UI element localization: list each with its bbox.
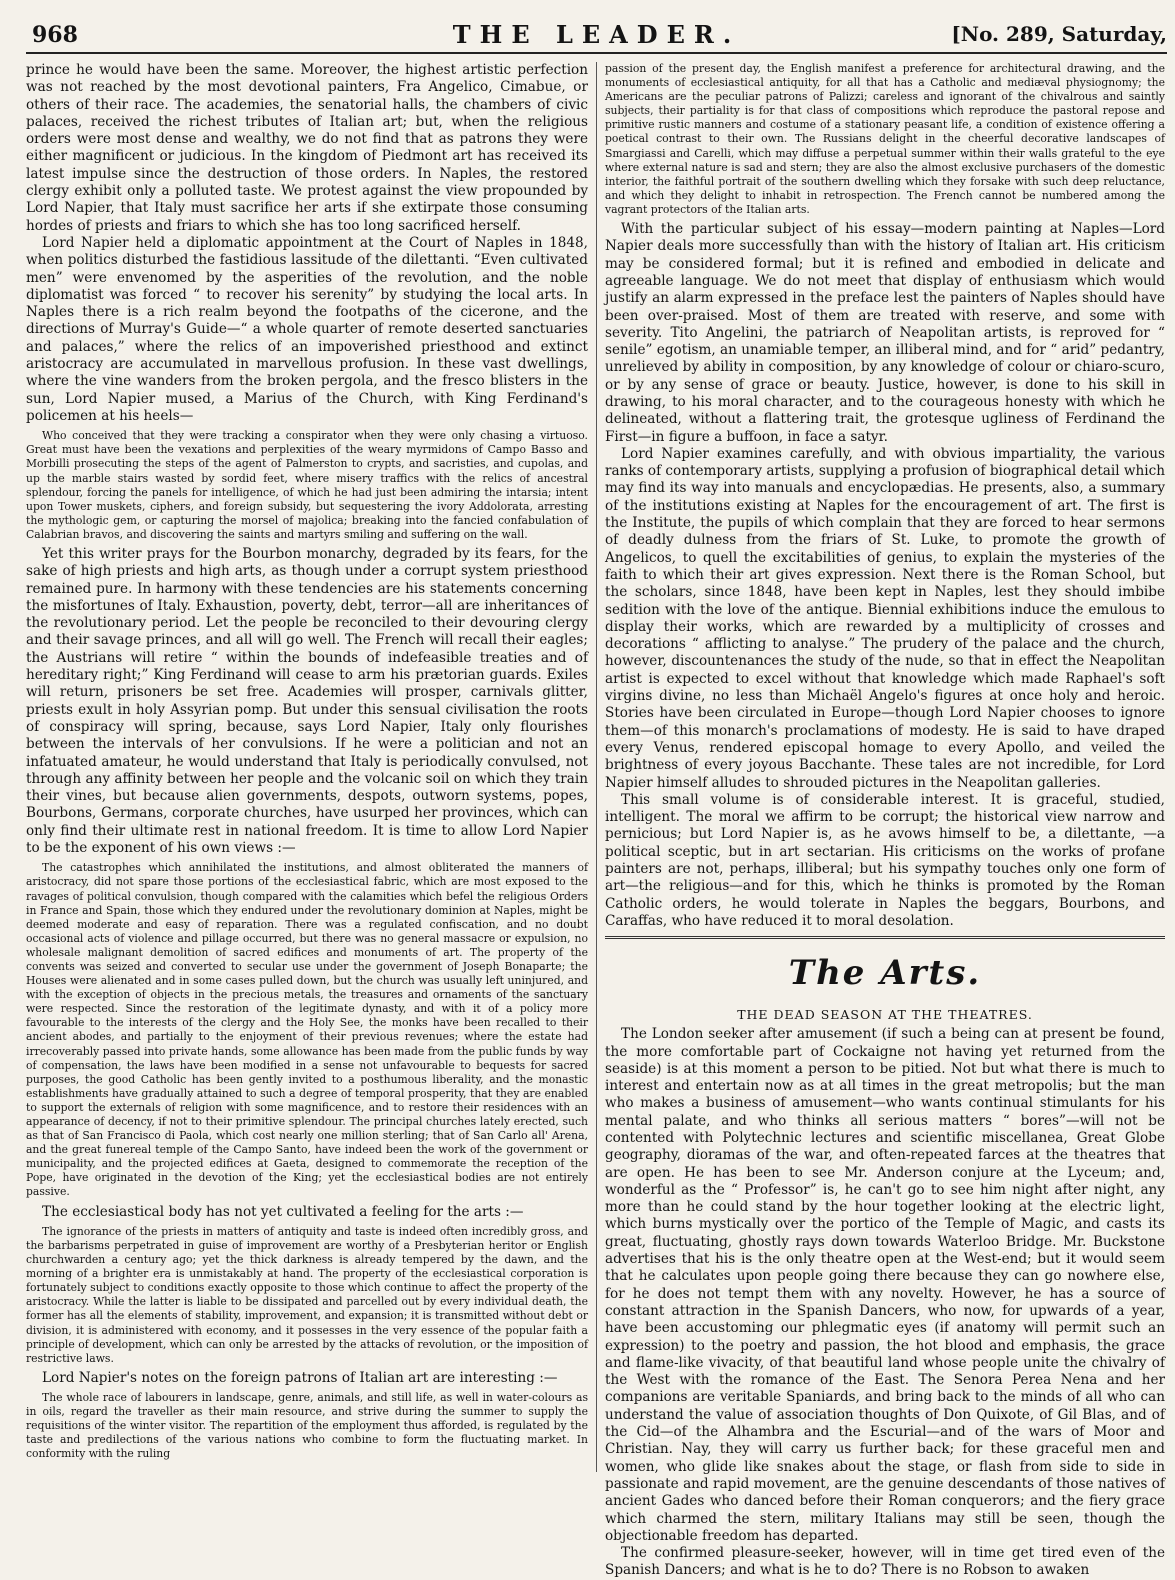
quoted-paragraph: passion of the present day, the English manifest a preference for architectural drawing, and the monuments of ecclesiastical antiquity, for all that has a Catholic and mediæval physiognomy; the Americans are the peculiar patrons of Palizzi; careless and ignorant of the chivalrous and saintly subjects, their partiality is for that class of compositions which reproduce the pastoral repose and primitive rustic manners and costume of a stationary peasant life, a condition of existence offering a poetical contrast to their own. The Russians delight in the cheerful decorative landscapes of Smargiassi and Carelli, which may diffuse a perpetual summer within their walls grateful to the eye where external nature is sad and stern; they are also the almost exclusive purchasers of the domestic interior, the faithful portrait of the southern dwelling which they forsake with such deep reluctance, and which they delight to inhabit in retrospection. The French cannot be numbered among the vagrant protectors of the Italian arts. [605, 62, 1165, 216]
right-column [605, 62, 1166, 1579]
review-continuation [605, 62, 1165, 930]
quoted-paragraph: Who conceived that they were tracking a conspirator when they were only chasing a virtuoso. Great must have been the vexations and perplexities of the weary myrmidons of Campo Basso and Morbilli prosecuting the steps of the agent of Palmerston to crypts, and sacristies, and cupolas, and up the marble stairs wasted by sordid feet, where misery traffics with the relics of ancestral splendour, forcing the panels for intelligence, of which he had just been admiring the intarsia; intent upon Tower muskets, ciphers, and foreign subsidy, but sequestering the ivory Addolorata, arresting the mythologic gem, or capturing the morsel of majolica; breaking into the fancied confabulation of Calabrian bravos, and discovering the saints and martyrs smiling and suffering on the wall. [26, 429, 588, 541]
issue-label: [No. 289, Saturday, [951, 22, 1167, 46]
paragraph: The London seeker after amusement (if such a being can at present be found, the more comfortable part of Cockaigne not having yet returned from the seaside) is at this moment a person to be pitied. Not but what there is much to interest and entertain now as at all times in the great metropolis; but the man who makes a business of amusement—who wants continual stimulants for his mental palate, and who thinks all serious matters “ bores”—will not be contented with Polytechnic lectures and scientific miscellanea, Great Globe geography, dioramas of the war, and often-repeated farces at the theatres that are open. He has been to see Mr. Anderson conjure at the Lyceum; and, wonderful as the “ Professor” is, he can't go to see him night after night, any more than he could stand by the hour together looking at the electric light, which burns mystically over the portico of the Temple of Magic, and casts its great, fluctuating, ghostly rays down towards Waterloo Bridge. Mr. Buckstone advertises that his is the only theatre open at the West-end; but it would seem that he calculates upon people going there because they can go nowhere else, for he does not tempt them with any novelty. However, he has a source of constant attraction in the Spanish Dancers, who now, for upwards of a year, have been accustoming our phlegmatic eyes (if anatomy will permit such an expression) to the poetry and passion, the hot blood and emphasis, the grace and flame-like vivacity, of that beautiful land whose people unite the chivalry of the West with the romance of the East. The Senora Perea Nena and her companions are veritable Spaniards, and bring back to the minds of all who can understand the value of association thoughts of Don Quixote, of Gil Blas, and of the Cid—of the Alhambra and the Escurial—and of the wars of Moor and Christian. Nay, they will carry us further back; for these graceful men and women, who glide like snakes about the stage, or flash from side to side in passionate and rapid movement, are the genuine descendants of those natives of ancient Gades who danced before their Roman conquerors; and the fiery grace which charmed the stern, military Italians may still be seen, though the objectionable freedom has departed. [605, 1026, 1165, 1544]
paragraph: Lord Napier held a diplomatic appointment at the Court of Naples in 1848, when politics disturbed the fastidious lassitude of the dilettanti. “Even cultivated men” were envenomed by the asperities of the revolution, and the noble diplomatist was forced “ to recover his serenity” by studying the local arts. In Naples there is a rich realm beyond the footpaths of the cicerone, and the directions of Murray's Guide—“ a whole quarter of remote deserted sanctuaries and palaces,” where the relics of an impoverished priesthood and extinct aristocracy are accumulated in marvellous profusion. In these vast dwellings, where the vine wanders from the broken pergola, and the fresco blisters in the sun, Lord Napier mused, a Marius of the Church, with King Ferdinand's policemen at his heels— [26, 234, 588, 424]
header-rule [26, 52, 1167, 54]
paragraph: Lord Napier's notes on the foreign patrons of Italian art are interesting :— [42, 1369, 558, 1386]
quoted-paragraph: The ignorance of the priests in matters of antiquity and taste is indeed often incredibly gross, and the barbarisms perpetrated in guise of improvement are worthy of a Presbyterian heritor or English churchwarden a century ago; yet the thick darkness is already tempered by the dawn, and the morning of a brighter era is unmistakably at hand. The property of the ecclesiastical corporation is fortunately subject to conditions exactly opposite to those which continue to affect the property of the aristocracy. While the latter is liable to be dissipated and parcelled out by every individual death, the former has all the elements of stability, improvement, and expansion; it is transmitted without debt or division, it is administered with economy, and it possesses in the very essence of the popular faith a principle of development, which can only be arrested by the attacks of revolution, or the imposition of restrictive laws. [26, 1224, 588, 1365]
page-number: 968 [32, 22, 78, 48]
paragraph: This small volume is of considerable interest. It is graceful, studied, intelligent. The moral we affirm to be corrupt; the historical view narrow and pernicious; but Lord Napier is, as he avows himself to be, a dilettante, —a political sceptic, but in art sectarian. His criticisms on the works of profane painters are not, perhaps, illiberal; but his sympathy touches only one form of art—the religious—and for this, which he thinks is promoted by the Roman Catholic orders, he would tolerate in Naples the beggars, Bourbons, and Caraffas, who have reduced it to moral desolation. [605, 791, 1165, 929]
page-header [26, 18, 1167, 64]
paragraph: prince he would have been the same. Moreover, the highest artistic perfection was not reached by the most devotional painters, Fra Angelico, Cimabue, or others of their race. The academies, the senatorial halls, the chambers of civic palaces, received the richest tributes of Italian art; but, when the religious orders were most dense and wealthy, we do not find that as patrons they were either magnificent or judicious. In the kingdom of Piedmont art has received its latest impulse since the destruction of those orders. In Naples, the restored clergy exhibit only a polluted taste. We protest against the view propounded by Lord Napier, that Italy must sacrifice her arts if she extirpate those consuming hordes of priests and friars to which she has too long sacrificed herself. [26, 62, 588, 234]
paragraph: The ecclesiastical body has not yet cultivated a feeling for the arts :— [42, 1203, 524, 1220]
masthead-title: THE LEADER. [452, 20, 741, 49]
paragraph: Lord Napier examines carefully, and with obvious impartiality, the various ranks of contemporary artists, supplying a profusion of biographical detail which may find its way into manuals and encyclopædias. He presents, also, a summary of the institutions existing at Naples for the encouragement of art. The first is the Institute, the pupils of which complain that they are forced to hear sermons of deadly dulness from the friars of St. Luke, to promote the growth of Angelicos, to quell the excitabilities of genius, to explain the mysteries of the faith to which their art gives expression. Next there is the Roman School, but the scholars, since 1848, have been kept in Naples, lest they should imbibe sedition with the love of the antique. Biennial exhibitions induce the emulous to display their works, which are rewarded by a multiplicity of crosses and decorations “ afflicting to analyse.” The prudery of the palace and the church, however, discountenances the study of the nude, so that in effect the Neapolitan artist is expected to excel without that knowledge which made Raphael's soft virgins divine, no less than Michaël Angelo's figures at once holy and heroic. Stories have been circulated in Europe—though Lord Napier chooses to ignore them—of this monarch's proclamations of modesty. He is said to have draped every Venus, rendered episcopal homage to every Apollo, and veiled the brightness of every joyous Bacchante. These tales are not incredible, for Lord Napier himself alludes to shrouded pictures in the Neapolitan galleries. [605, 445, 1166, 791]
quoted-paragraph: The catastrophes which annihilated the institutions, and almost obliterated the manners of aristocracy, did not spare those portions of the ecclesiastical fabric, which are most exposed to the ravages of political convulsion, though compared with the calamities which befel the religious Orders in France and Spain, those which they endured under the revolutionary dominion at Naples, might be deemed moderate and easy of reparation. There was a regulated confiscation, and no doubt occasional acts of violence and pillage occurred, but there was no general massacre or expulsion, no wholesale malignant demolition of sacred edifices and monuments of art. The property of the convents was seized and converted to secular use under the government of Joseph Bonaparte; the Houses were alienated and in some cases pulled down, but the church was usually left uninjured, and with the exception of objects in the precious metals, the treasures and ornaments of the sanctuary were respected. Since the restoration of the legitimate dynasty, and with it of a policy more favourable to the interests of the clergy and the Holy See, the monks have been recalled to their ancient abodes, and partially to the enjoyment of their previous revenues; where the estate had irrecoverably passed into private hands, some allowance has been made from the public funds by way of compensation, the laws have been modified in a sense not unfavourable to bequests for sacred purposes, the good Catholic has been gently invited to a posthumous liberality, and the monastic establishments have gradually attained to such a degree of temporal prosperity, that they are enabled to support the externals of religion with some magnificence, and to restore their residences with an appearance of decency, if not to their primitive splendour. The principal churches lately erected, such as that of San Francisco di Paola, which cost nearly one million sterling; that of San Carlo all' Arena, and the great funereal temple of the Campo Santo, have indeed been the work of the government or municipality, and the projected edifices at Gaeta, designed to commemorate the reception of the Pope, have originated in the devotion of the King; yet the ecclesiastical bodies are not entirely passive. [26, 861, 588, 1199]
quoted-paragraph: The whole race of labourers in landscape, genre, animals, and still life, as well in water-colours as in oils, regard the traveller as their main resource, and strive during the summer to supply the requisitions of the winter visitor. The repartition of the employment thus afforded, is regulated by the taste and predilections of the various nations who combine to form the fluctuating market. In conformity with the ruling [26, 1391, 588, 1461]
paragraph: With the particular subject of his essay—modern painting at Naples—Lord Napier deals more successfully than with the history of Italian art. His criticism may be considered formal; but it is refined and embodied in delicate and agreeable language. We do not meet that display of enthusiasm which would justify an alarm expressed in the preface lest the painters of Naples should have been over-praised. Most of them are treated with reserve, and some with severity. Tito Angelini, the patriarch of Neapolitan artists, is reproved for “ senile” egotism, an unamiable temper, an illiberal mind, and for “ arid” pedantry, unrelieved by ability in composition, by any knowledge of colour or chiaro-scuro, or by any sense of grace or beauty. Justice, however, is done to his skill in drawing, to his moral character, and to the courageous honesty with which he delineated, without a flattering trait, the grotesque ugliness of Ferdinand the First—in figure a buffoon, in face a satyr. [605, 221, 1165, 445]
article-subtitle: THE DEAD SEASON AT THE THEATRES. [737, 1007, 1033, 1023]
section-heading: The Arts. [788, 953, 982, 994]
paragraph: Yet this writer prays for the Bourbon monarchy, degraded by its fears, for the sake of high priests and high arts, as though under a corrupt system priesthood remained pure. In harmony with these tendencies are his statements concerning the misfortunes of Italy. Exhaustion, poverty, debt, terror—all are inheritances of the revolutionary period. Let the people be reconciled to their devouring clergy and their savage princes, and all will go well. The French will recall their eagles; the Austrians will retire “ within the bounds of indefeasible treaties and of hereditary right;” King Ferdinand will cease to arm his prætorian guards. Exiles will return, prisoners be set free. Academies will prosper, carnivals glitter, priests exult in holy Assyrian pomp. But under this sensual civilisation the roots of conspiracy will spring, because, says Lord Napier, Italy only flourishes between the intervals of her convulsions. If he were a politician and not an infatuated amateur, he would understand that Italy is periodically convulsed, not through any affinity between her people and the volcanic soil on which they train their vines, but because alien governments, despots, outworn systems, popes, Bourbons, Germans, corporate churches, have usurped her provinces, which can only find their ultimate rest in national freedom. It is time to allow Lord Napier to be the exponent of his own views :— [26, 545, 588, 857]
left-column [26, 62, 588, 1472]
paragraph-gap [26, 1462, 588, 1466]
section-rule [605, 936, 1165, 939]
theatre-article [605, 1026, 1165, 1580]
paragraph: The confirmed pleasure-seeker, however, will in time get tired even of the Spanish Dancers; and what is he to do? There is no Robson to awaken [605, 1545, 1165, 1579]
column-divider [596, 62, 597, 1472]
